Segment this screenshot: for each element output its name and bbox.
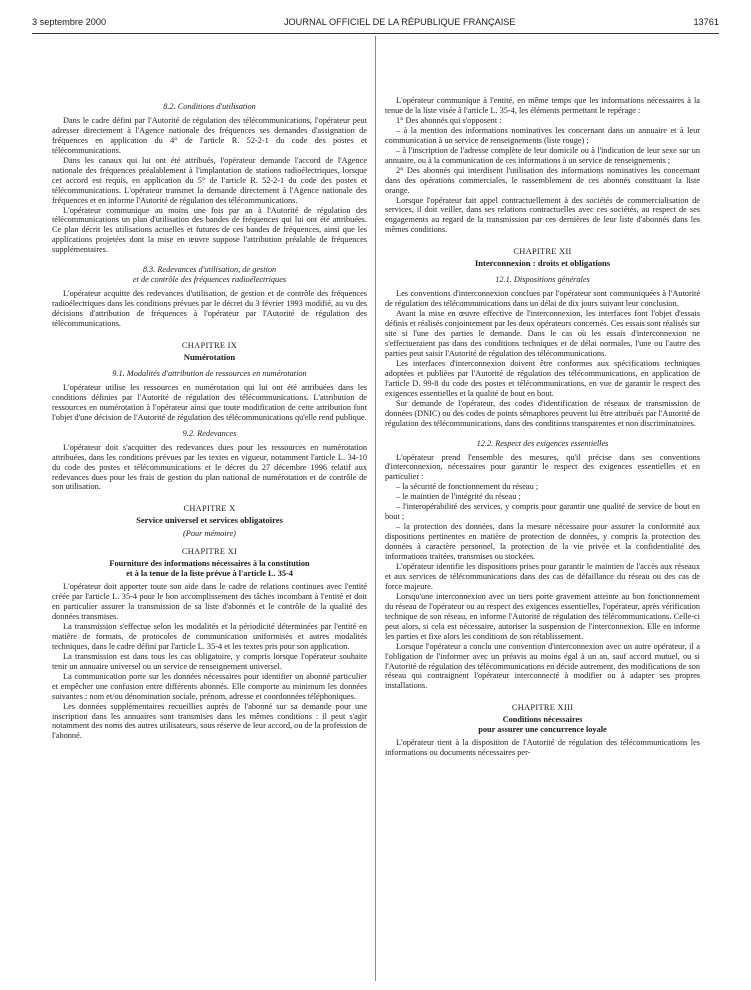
list-item: 1° Des abonnés qui s'opposent : — [396, 115, 502, 125]
left-column — [52, 96, 367, 741]
chapter-heading-ix: CHAPITRE IX — [181, 341, 238, 351]
paragraph: Les conventions d'interconnexion conclues par l'opérateur sont communiquées à l'Autorité de régulation des télécommunications dans un délai de dix jours suivant leur conclusion. — [385, 289, 700, 309]
section-heading-9-1: 9.1. Modalités d'attribution de ressources en numérotation — [112, 368, 307, 378]
chapter-heading-xiii: CHAPITRE XIII — [511, 703, 574, 713]
right-column — [385, 96, 700, 758]
paragraph: L'opérateur doit s'acquitter des redevances dues pour les ressources en numérotation attribuées, dans les conditions prévues par les textes en vigueur, notamment l'article L. 34-10 du code des postes et télécommunications et le décret du 27 décembre 1996 relatif aux redevances dues pour les frais de gestion du plan national de numérotation et de contrôle de son utilisation. — [52, 442, 367, 492]
section-heading-12-1: 12.1. Dispositions générales — [495, 275, 590, 285]
paragraph: L'opérateur communique à l'entité, en même temps que les informations nécessaires à la tenue de la liste visée à l'article L. 35-4, les éléments permettant le repérage : — [385, 96, 700, 115]
paragraph: Sur demande de l'opérateur, des codes d'identification de réseaux de transmission de données (DNIC) ou des codes de points sémaphores peuvent lui être attribués par l'Autorité de régulation des télécommunications, dans des conditions transparentes et non discriminatoires. — [385, 398, 700, 428]
paragraph: L'opérateur tient à la disposition de l'Autorité de régulation des télécommunications les informations ou documents nécessaires per- — [385, 738, 700, 758]
paragraph: Lorsque l'opérateur fait appel contractuellement à des sociétés de commercialisation de services, il doit veiller, dans ses relations contractuelles avec ces sociétés, au respect de ses engagements au regard de la transmission par ces dernières de leur liste d'abonnés dans les mêmes conditions. — [385, 195, 700, 235]
page-header — [32, 14, 719, 30]
header-rule — [32, 33, 719, 34]
section-heading-9-2: 9.2. Redevances — [182, 428, 237, 438]
chapter-heading-xi: CHAPITRE XI — [181, 547, 238, 557]
paragraph: L'opérateur utilise les ressources en numérotation qui lui ont été attribuées dans les conditions définies par l'Autorité de régulation des télécommunications. L'attribution de ressources en numérotation à l'opérateur ainsi que toute modification de cette attribution font l'objet d'une décision de l'Autorité de régulation des télécommunications qu'elle rend publique. — [52, 382, 367, 422]
paragraph: Lorsque l'opérateur a conclu une convention d'interconnexion avec un autre opérateur, il a l'obligation de l'informer avec un préavis au moins égal à un an, sauf accord mutuel, ou si l'Autorité de régulation des télécommunications en décide autrement, des modifications de son réseau qui contraignent l'opérateur interconnecté à modifier ou à adapter ses propres installations. — [385, 641, 700, 691]
list-item: 2° Des abonnés qui interdisent l'utilisation des informations nominatives les concernant dans des opérations commerciales, le rassemblement de ces abonnés constituant la liste orange. — [385, 165, 700, 195]
paragraph: L'opérateur doit apporter toute son aide dans le cadre de relations continues avec l'entité créée par l'article L. 35-4 pour le bon accomplissement des tâches incombant à l'entité et doit en particulier assurer la transmission de sa liste d'abonnés et le contrôle de la qualité des données transmises. — [52, 582, 367, 621]
chapter-heading-xii: CHAPITRE XII — [513, 247, 572, 257]
section-heading-12-2: 12.2. Respect des exigences essentielles — [476, 438, 609, 448]
section-heading-8-3: 8.3. Redevances d'utilisation, de gestion — [142, 265, 277, 275]
list-item: – l'interopérabilité des services, y compris pour garantir une qualité de service de bout en bout ; — [385, 502, 700, 522]
list-item: – à la mention des informations nominatives les concernant dans un annuaire et à leur communication à un service de renseignements (liste rouge) ; — [385, 125, 700, 145]
section-heading-8-3-cont: et de contrôle des fréquences radioélectriques — [132, 275, 287, 285]
paragraph: Avant la mise en œuvre effective de l'interconnexion, les interfaces font l'objet d'essais définis et réalisés conjointement par les deux opérateurs concernés. Ces essais sont réalisés sur site si l'une des parties le demande. Dans le cas où les essais d'interconnexion ne s'effectueraient pas dans des conditions techniques et de délai normales, l'une ou l'autre des parties peut saisir l'Autorité de régulation des télécommunications. — [385, 309, 700, 358]
paragraph: L'opérateur identifie les dispositions prises pour garantir le maintien de l'accès aux réseaux et aux services de télécommunications dans des cas de défaillance du réseau ou des cas de force majeure. — [385, 561, 700, 591]
list-item: – à l'inscription de l'adresse complète de leur domicile ou à l'indication de leur sexe sur un annuaire, ou à la communication de ces informations à un service de renseignements ; — [385, 145, 700, 165]
chapter-title-xii: Interconnexion : droits et obligations — [474, 258, 611, 269]
paragraph: L'opérateur prend l'ensemble des mesures, qu'il précise dans ses conventions d'interconnexion, nécessaires pour garantir le respect des exigences essentielles et en particulier : — [385, 452, 700, 482]
chapter-note-x: (Pour mémoire) — [183, 529, 236, 539]
paragraph: Les données supplémentaires recueillies auprès de l'abonné sur sa demande pour une inscription dans les annuaires sont transmises dans les mêmes conditions : il peut s'agir notamment des noms des autres utilisateurs, sous réserve de leur accord, ou de la profession de l'abonné. — [52, 701, 367, 741]
chapter-title-xi-cont: et à la tenue de la liste prévue à l'article L. 35-4 — [126, 569, 293, 579]
paragraph: L'opérateur acquitte des redevances d'utilisation, de gestion et de contrôle des fréquences radioélectriques dans les conditions prévues par le décret du 3 février 1993 modifié, au vu des décisions d'attribution de fréquences à l'opérateur par l'Autorité de régulation des télécommunications. — [52, 289, 367, 329]
paragraph: Dans le cadre défini par l'Autorité de régulation des télécommunications, l'opérateur peut adresser directement à l'Agence nationale des fréquences ses demandes d'assignation de fréquences en application du 4° de l'article R. 52-2-1 du code des postes et télécommunications. — [52, 115, 367, 155]
chapter-title-xi: Fourniture des informations nécessaires à la constitution — [109, 559, 310, 569]
header-page-number: 13761 — [693, 17, 719, 27]
paragraph: La transmission s'effectue selon les modalités et la périodicité déterminées par l'entité en matière de formats, de protocoles de communication uniformisés et autres modalités techniques, dans le cadre défini par l'article L. 35-4 et les textes pris pour son application. — [52, 621, 367, 651]
paragraph: Dans les canaux qui lui ont été attribués, l'opérateur demande l'accord de l'Agence nationale des fréquences préalablement à l'implantation de stations radioélectriques, lorsque cet accord est requis, en application du 5° de l'article R. 52-2-1 du code des postes et télécommunications. L'opérateur transmet la demande directement à l'Agence nationale des fréquences et en informe l'Autorité de régulation des télécommunications. — [52, 155, 367, 205]
list-item: – le maintien de l'intégrité du réseau ; — [396, 492, 521, 502]
chapter-heading-x: CHAPITRE X — [183, 504, 236, 514]
header-journal-title: JOURNAL OFFICIEL DE LA RÉPUBLIQUE FRANÇAISE — [283, 17, 516, 27]
chapter-title-xiii: Conditions nécessaires — [502, 715, 583, 725]
column-divider — [375, 36, 376, 981]
chapter-title-ix: Numérotation — [183, 351, 236, 362]
paragraph: La transmission est dans tous les cas obligatoire, y compris lorsque l'opérateur souhaite tenir un annuaire universel ou un service de renseignement universel. — [52, 651, 367, 671]
paragraph: L'opérateur communique au moins une fois par an à l'Autorité de régulation des télécommunications un plan d'utilisation des bandes de fréquences qui lui ont été attribuées. Ce plan décrit les utilisations actuelles et futures de ces bandes de fréquences, ainsi que les applications projetées dont la mise en œuvre suppose l'attribution préalable de fréquences supplémentaires. — [52, 205, 367, 255]
paragraph: Les interfaces d'interconnexion doivent être conformes aux spécifications techniques adoptées et publiées par l'Autorité de régulation des télécommunications, en application de l'article D. 99-8 du code des postes et télécommunications, en vue de garantir le respect des exigences essentielles et la qualité de bout en bout. — [385, 358, 700, 398]
list-item: – la protection des données, dans la mesure nécessaire pour assurer la conformité aux dispositions pertinentes en matière de protection de données, y compris la protection des données à caractère personnel, la protection de la vie privée et la confidentialité des informations traitées, transmises ou stockées. — [385, 522, 700, 562]
header-date: 3 septembre 2000 — [32, 17, 107, 27]
chapter-title-xiii-cont: pour assurer une concurrence loyale — [478, 725, 607, 735]
paragraph: La communication porte sur les données nécessaires pour identifier un abonné particulier et empêcher une confusion entre différents abonnés. Elle comporte au minimum les données suivantes : nom et/ou dénomination sociale, prénom, adresse et coordonnées téléphoniques. — [52, 671, 367, 701]
chapter-title-x: Service universel et services obligatoires — [136, 515, 283, 526]
list-item: – la sécurité de fonctionnement du réseau ; — [396, 482, 539, 492]
section-heading-8-2: 8.2. Conditions d'utilisation — [163, 102, 256, 111]
paragraph: Lorsqu'une interconnexion avec un tiers porte gravement atteinte au bon fonctionnement du réseau de l'opérateur ou au respect des exigences essentielles, l'opérateur, après vérification technique de son réseau, en informe l'Autorité de régulation des télécommunications. Celle-ci peut alors, si cela est nécessaire, autoriser la suspension de l'interconnexion. Elle en informe les parties et fixe alors les conditions de son rétablissement. — [385, 591, 700, 641]
